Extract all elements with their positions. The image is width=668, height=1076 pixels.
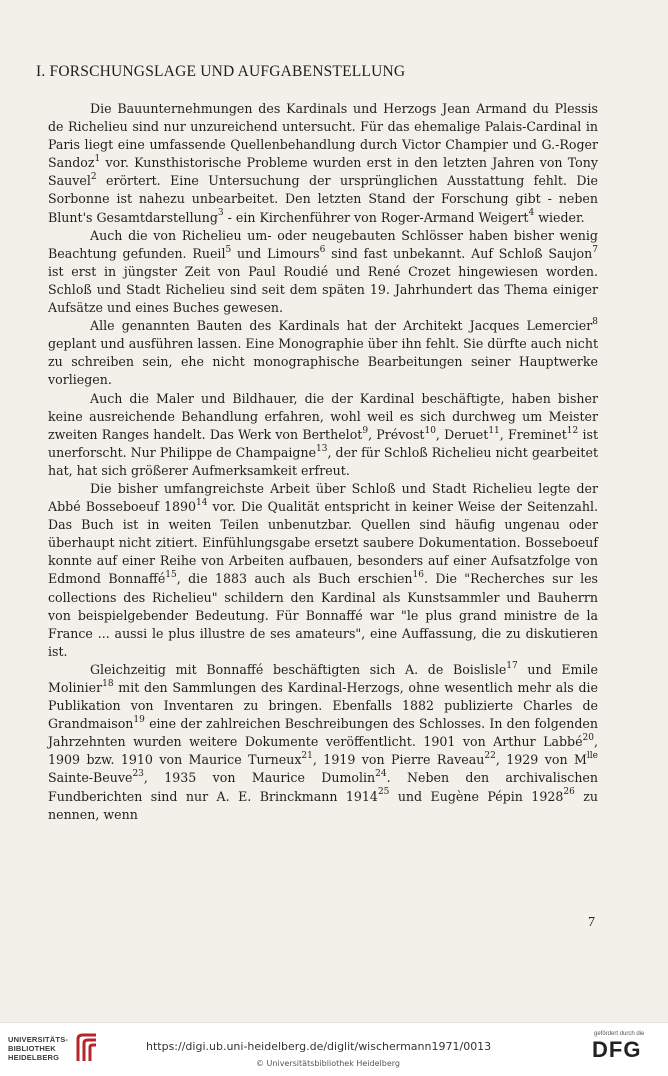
funding-caption: gefördert durch die — [594, 1031, 645, 1037]
footnote-ref: lle — [586, 751, 598, 762]
viewer-footer — [0, 1022, 668, 1076]
footnote-ref: 11 — [488, 425, 500, 436]
footnote-ref: 24 — [375, 769, 387, 780]
footnote-ref: 26 — [563, 787, 575, 798]
dfg-funding[interactable] — [592, 1031, 660, 1061]
text-run: eine der zahlreichen Beschreibungen des Schlosses. In den folgenden Jahrzehnten wurden weitere Dokumente veröffentlicht. 1901 von Arthur Labbé — [48, 716, 598, 750]
footnote-ref: 16 — [412, 570, 424, 581]
text-run: , Prévost — [368, 426, 425, 442]
paragraph — [48, 100, 598, 227]
footnote-ref: 22 — [484, 751, 496, 762]
footnote-ref: 3 — [217, 208, 224, 219]
text-run: und Emile Molinier — [48, 661, 598, 695]
footnote-ref: 20 — [582, 733, 594, 744]
text-run: , die 1883 auch als Buch erschien — [176, 571, 413, 587]
footnote-ref: 7 — [592, 244, 598, 255]
text-run: vor. Die Qualität entspricht in keiner Weise der Seitenzahl. Das Buch ist in weiten Teilen unbenutzbar. Quellen sind häufig ungenau oder überhaupt nicht zitiert. Einfühlungsgabe ersetzt saubere Dokumentation. Bosseboeuf konnte auf einer Reihe von Arbeiten aufbauen, besonders auf einer Aufsatzfolge von Edmond Bonnaffé — [48, 499, 598, 587]
footnote-ref: 14 — [196, 497, 208, 508]
text-run: geplant und ausführen lassen. Eine Monographie über ihn fehlt. Sie dürfte auch nicht zu schreiben sein, ehe nicht monographische Bearbeitungen seiner Hauptwerke vorliegen. — [48, 336, 598, 388]
text-run: , 1935 von Maurice Dumolin — [143, 770, 376, 786]
paragraph — [48, 317, 598, 389]
text-run: Alle genannten Bauten des Kardinals hat der Architekt Jacques Lemercier — [90, 318, 593, 334]
text-run: Die bisher umfangreichste Arbeit über Schloß und Stadt Richelieu legte der Abbé Bosseboeuf 1890 — [48, 480, 598, 515]
text-run: Auch die von Richelieu um- oder neugebauten Schlösser haben bisher wenig Beachtung gefunden. Rueil — [48, 227, 598, 261]
text-run: sind fast unbekannt. Auf Schloß Saujon — [325, 245, 593, 261]
footnote-ref: 25 — [377, 787, 390, 798]
footnote-ref: 21 — [301, 751, 313, 762]
footnote-ref: 13 — [316, 443, 328, 454]
text-run: und Eugène Pépin 1928 — [389, 788, 564, 804]
text-run: zu nennen, wenn — [48, 788, 598, 822]
footnote-ref: 17 — [506, 660, 518, 671]
text-run: , Freminet — [499, 426, 567, 442]
footnote-ref: 18 — [102, 678, 114, 689]
text-run: Sainte-Beuve — [48, 770, 133, 786]
text-run: . Neben den archivalischen Fundberichten sind nur A. E. Brinckmann 1914 — [48, 770, 599, 804]
permalink-url[interactable]: https://digi.ub.uni-heidelberg.de/diglit/wischermann1971/0013 — [146, 1040, 492, 1053]
dfg-logo: DFG — [592, 1037, 642, 1062]
text-run: , 1929 von M — [495, 752, 587, 768]
page-number: 7 — [588, 915, 595, 930]
footnote-ref: 2 — [90, 172, 97, 183]
body-text — [48, 100, 598, 824]
footnote-ref: 4 — [528, 208, 535, 219]
paragraph — [48, 661, 598, 824]
library-name-line: UNIVERSITÄTS- — [8, 1034, 69, 1044]
text-run: - ein Kirchenführer von Roger-Armand Weigert — [223, 209, 529, 225]
copyright-notice: © Universitätsbibliothek Heidelberg — [256, 1059, 401, 1068]
footnote-ref: 6 — [319, 244, 326, 255]
paragraph — [48, 227, 598, 317]
text-run: , 1919 von Pierre Raveau — [312, 752, 485, 768]
text-run: vor. Kunsthistorische Probleme wurden erst in den letzten Jahren von Tony Sauvel — [48, 155, 598, 189]
text-run: ist erst in jüngster Zeit von Paul Roudié und René Crozet hingewiesen worden. Schloß und Stadt Richelieu sind seit dem späten 19. Jahrhundert das Thema einiger Aufsätze und eines Buches gewesen. — [48, 263, 598, 316]
text-run: Gleichzeitig mit Bonnaffé beschäftigten sich A. de Boislisle — [90, 661, 507, 677]
footnote-ref: 23 — [132, 769, 144, 780]
library-name-line: BIBLIOTHEK — [8, 1043, 56, 1053]
text-run: Die Bauunternehmungen des Kardinals und Herzogs Jean Armand du Plessis de Richelieu sind nur unzureichend untersucht. Für das ehemalige Palais-Cardinal in Paris liegt eine umfassende Quellenbehandlung durch Victor Champier und G.-Roger Sandoz — [48, 101, 598, 171]
footnote-ref: 19 — [133, 715, 145, 725]
text-run: . Die "Recherches sur les collections des Richelieu" schildern den Kardinal als Kunstsammler und Bauherrn von beispielgebender Bedeutung. Für Bonnaffé war "le plus grand ministre de la France ... aussi le plus illustre de ses amateurs", eine Auffassung, die zu diskutieren ist. — [48, 571, 599, 659]
text-run: ist unerforscht. Nur Philippe de Champaigne — [48, 426, 599, 460]
text-run: , Deruet — [435, 426, 489, 442]
footnote-ref: 9 — [362, 425, 369, 436]
ub-heidelberg-logo[interactable] — [8, 1033, 100, 1063]
paragraph — [48, 480, 598, 661]
text-run: , 1909 bzw. 1910 von Maurice Turneux — [48, 734, 598, 768]
text-run: und Limours — [231, 245, 320, 261]
section-heading: I. FORSCHUNGSLAGE UND AUFGABENSTELLUNG — [36, 63, 406, 80]
footnote-ref: 12 — [566, 425, 579, 436]
footnote-ref: 8 — [592, 316, 598, 327]
library-emblem-icon — [74, 1033, 100, 1063]
text-run: erörtert. Eine Untersuchung der ursprünglichen Ausstattung fehlt. Die Sorbonne ist nahezu unbearbeitet. Den letzten Stand der Forschung gibt - neben Blunt's Gesamtdarstellung — [48, 173, 598, 225]
library-name — [8, 1035, 68, 1062]
text-run: , der für Schloß Richelieu nicht gearbeitet hat, hat sich größerer Aufmerksamkeit erfreut. — [48, 444, 598, 478]
text-run: Auch die Maler und Bildhauer, die der Kardinal beschäftigte, haben bisher keine ausreichende Behandlung erfahren, wohl weil es sich durchweg um Meister zweiten Ranges handelt. Das Werk von Berthelot — [48, 390, 598, 442]
footnote-ref: 5 — [225, 244, 232, 255]
footnote-ref: 1 — [94, 154, 101, 165]
library-name-line: HEIDELBERG — [8, 1052, 60, 1062]
footnote-ref: 15 — [165, 570, 177, 581]
paragraph — [48, 390, 598, 480]
text-run: wieder. — [534, 209, 585, 225]
text-run: mit den Sammlungen des Kardinal-Herzogs, ohne wesentlich mehr als die Publikation von Inventaren zu bringen. Ebenfalls 1882 publizierte Charles de Grandmaison — [48, 680, 598, 732]
footnote-ref: 10 — [424, 425, 436, 436]
